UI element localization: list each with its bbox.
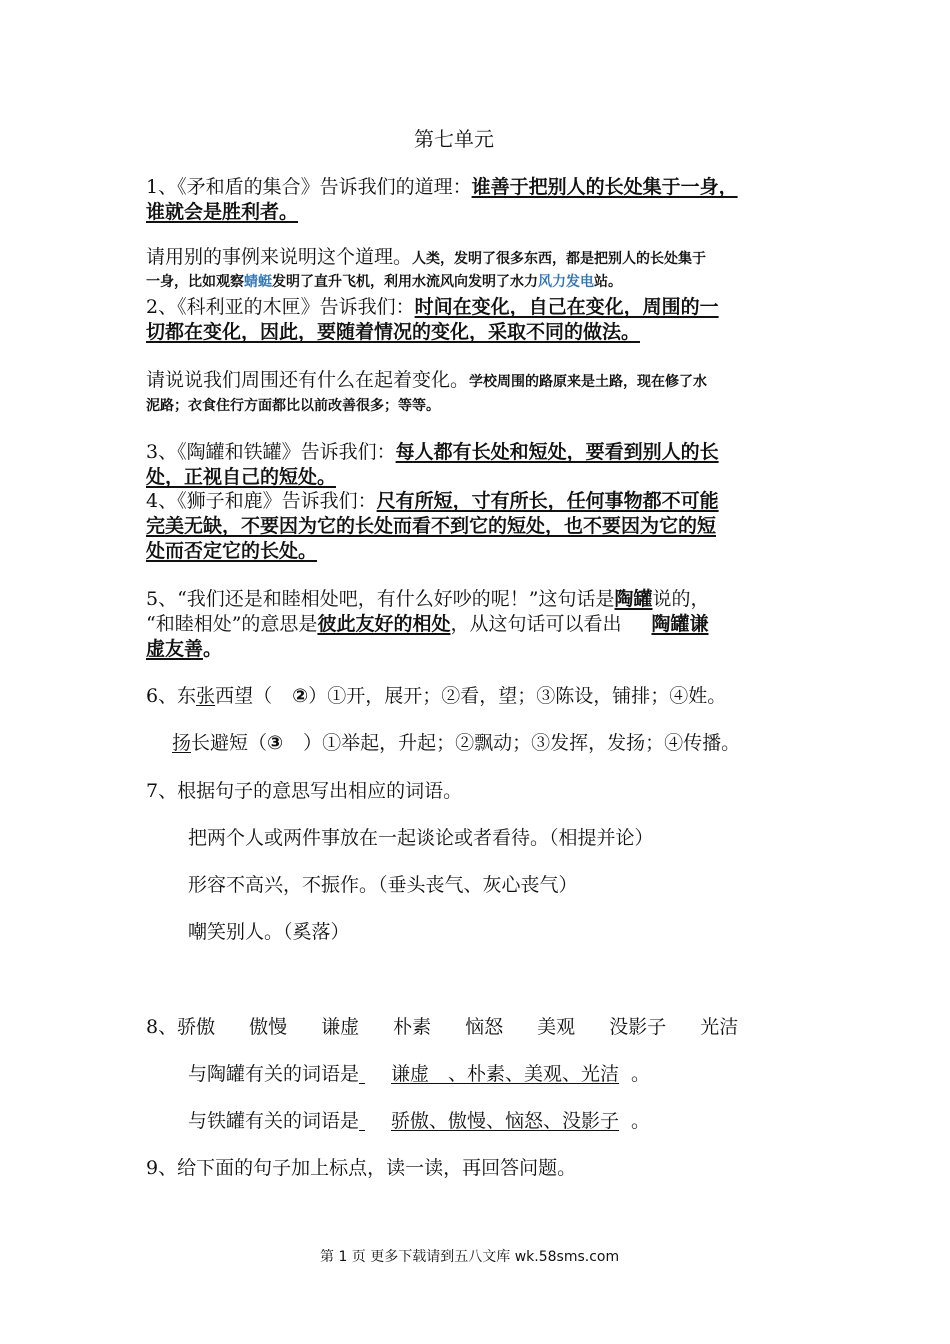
question-7-item-3: 嘲笑别人。（奚落）	[188, 921, 350, 943]
question-2-answer-cont: 切都在变化，因此，要随着情况的变化，采取不同的做法。	[146, 321, 641, 343]
question-8-tao-line	[188, 1062, 650, 1086]
word-item: 光洁	[700, 1016, 739, 1038]
word-item: 没影子	[609, 1016, 667, 1038]
question-6-answer: ②	[292, 685, 309, 707]
question-5-answer-speaker: 陶罐	[614, 588, 653, 610]
question-5-text: ，从这句话可以看出	[450, 613, 622, 635]
question-1-reply-line-2	[146, 270, 622, 294]
question-6-text: 西望（	[215, 685, 273, 707]
question-6-options: ）①开，展开；②看，望；③陈设，铺排；④姓。	[308, 685, 727, 707]
question-8-text: 与陶罐有关的词语是	[188, 1063, 360, 1085]
reply-highlight-dragonfly: 蜻蜓	[244, 274, 272, 290]
question-4-answer-cont: 完美无缺，不要因为它的长处而看不到它的短处，也不要因为它的短	[146, 515, 717, 537]
question-1-ask-line	[146, 245, 706, 271]
question-3-prefix: 3、《陶罐和铁罐》告诉我们：	[146, 441, 396, 463]
question-8-text: 与铁罐有关的词语是	[188, 1110, 360, 1132]
question-6-key-char: 张	[196, 685, 216, 707]
question-9-heading: 9、给下面的句子加上标点，读一读，再回答问题。	[146, 1157, 577, 1179]
question-6-key-char: 扬	[172, 732, 192, 754]
question-8-tao-answer: 谦虚 、朴素、美观、光洁	[391, 1063, 620, 1085]
question-5-answer-meaning: 彼此友好的相处	[317, 613, 451, 635]
reply-text: 发明了直升飞机，利用水流风向发明了水力	[272, 274, 538, 290]
question-1-answer-cont: 谁就会是胜利者。	[146, 201, 299, 223]
question-5-text: 5、“我们还是和睦相处吧，有什么好吵的呢！”这句话是	[146, 588, 615, 610]
question-8-tie-answer: 骄傲、傲慢、恼怒、没影子	[391, 1110, 620, 1132]
word-item: 恼怒	[465, 1016, 504, 1038]
question-3-line-2	[146, 465, 336, 489]
question-5-line-2	[146, 612, 708, 636]
reply-highlight-wind-power: 风力发电	[538, 274, 594, 290]
question-6-line-2	[172, 731, 740, 755]
question-6-text: 长避短（	[191, 732, 268, 754]
question-2-ask: 请说说我们周围还有什么在起着变化。	[146, 369, 470, 391]
question-3-answer: 每人都有长处和短处，要看到别人的长	[395, 441, 719, 463]
question-5-answer-trait: 陶罐谦	[651, 613, 709, 635]
reply-text: 一身，比如观察	[146, 274, 244, 290]
question-7-heading: 7、根据句子的意思写出相应的词语。	[146, 780, 463, 802]
question-7-item-1: 把两个人或两件事放在一起谈论或者看待。（相提并论）	[188, 827, 654, 849]
question-1-prefix: 1、《矛和盾的集合》告诉我们的道理：	[146, 176, 472, 198]
page-footer: 第 1 页 更多下载请到五八文库 wk.58sms.com	[320, 1249, 620, 1265]
question-6-options: ）①举起，升起；②飘动；③发挥，发扬；④传播。	[303, 732, 741, 754]
question-4-line-2	[146, 514, 716, 538]
question-7-item-2: 形容不高兴，不振作。（垂头丧气、灰心丧气）	[188, 874, 578, 896]
question-8-word-list	[146, 1015, 738, 1039]
question-4-prefix: 4、《狮子和鹿》告诉我们：	[146, 490, 377, 512]
question-2-ask-line	[146, 368, 707, 394]
reply-text: 站。	[594, 274, 622, 290]
question-8-period: 。	[631, 1063, 651, 1085]
question-5-text: “和睦相处”的意思是	[146, 613, 318, 635]
question-1-ask: 请用别的事例来说明这个道理。	[146, 246, 413, 268]
question-1-line-2	[146, 200, 298, 224]
question-8-period: 。	[631, 1110, 651, 1132]
question-2-line-2	[146, 320, 640, 344]
word-item: 谦虚	[321, 1016, 360, 1038]
question-5-period: 。	[203, 638, 223, 660]
question-6-line-1	[146, 684, 726, 708]
question-8-tie-line	[188, 1109, 650, 1133]
question-6-text: 6、东	[146, 685, 197, 707]
question-4-line-3	[146, 539, 317, 563]
question-3-line-1	[146, 440, 719, 464]
question-1-line-1	[146, 175, 738, 199]
question-2-line-1	[146, 295, 719, 319]
page-title: 第七单元	[414, 127, 494, 151]
word-item: 傲慢	[249, 1016, 288, 1038]
question-1-reply: 人类，发明了很多东西，都是把别人的长处集于	[412, 251, 707, 267]
question-3-answer-cont: 处，正视自己的短处。	[146, 466, 337, 488]
question-8-number: 8、	[146, 1016, 178, 1038]
question-5-answer-trait-cont: 虚友善	[146, 638, 204, 660]
question-2-reply: 学校周围的路原来是土路，现在修了水	[469, 374, 708, 390]
question-2-prefix: 2、《科利亚的木匣》告诉我们：	[146, 296, 415, 318]
question-2-reply-line-2: 泥路；衣食住行方面都比以前改善很多；等等。	[146, 398, 440, 414]
word-item: 朴素	[393, 1016, 432, 1038]
question-5-line-1	[146, 587, 710, 611]
word-item: 骄傲	[177, 1016, 216, 1038]
question-6-answer: ③	[267, 732, 284, 754]
question-5-line-3	[146, 637, 222, 661]
question-2-answer: 时间在变化，自己在变化，周围的一	[414, 296, 719, 318]
question-1-answer: 谁善于把别人的长处集于一身，	[471, 176, 738, 198]
question-4-answer-end: 处而否定它的长处。	[146, 540, 318, 562]
question-4-answer: 尺有所短，寸有所长，任何事物都不可能	[376, 490, 719, 512]
question-5-text: 说的，	[652, 588, 710, 610]
question-4-line-1	[146, 489, 719, 513]
word-item: 美观	[537, 1016, 576, 1038]
